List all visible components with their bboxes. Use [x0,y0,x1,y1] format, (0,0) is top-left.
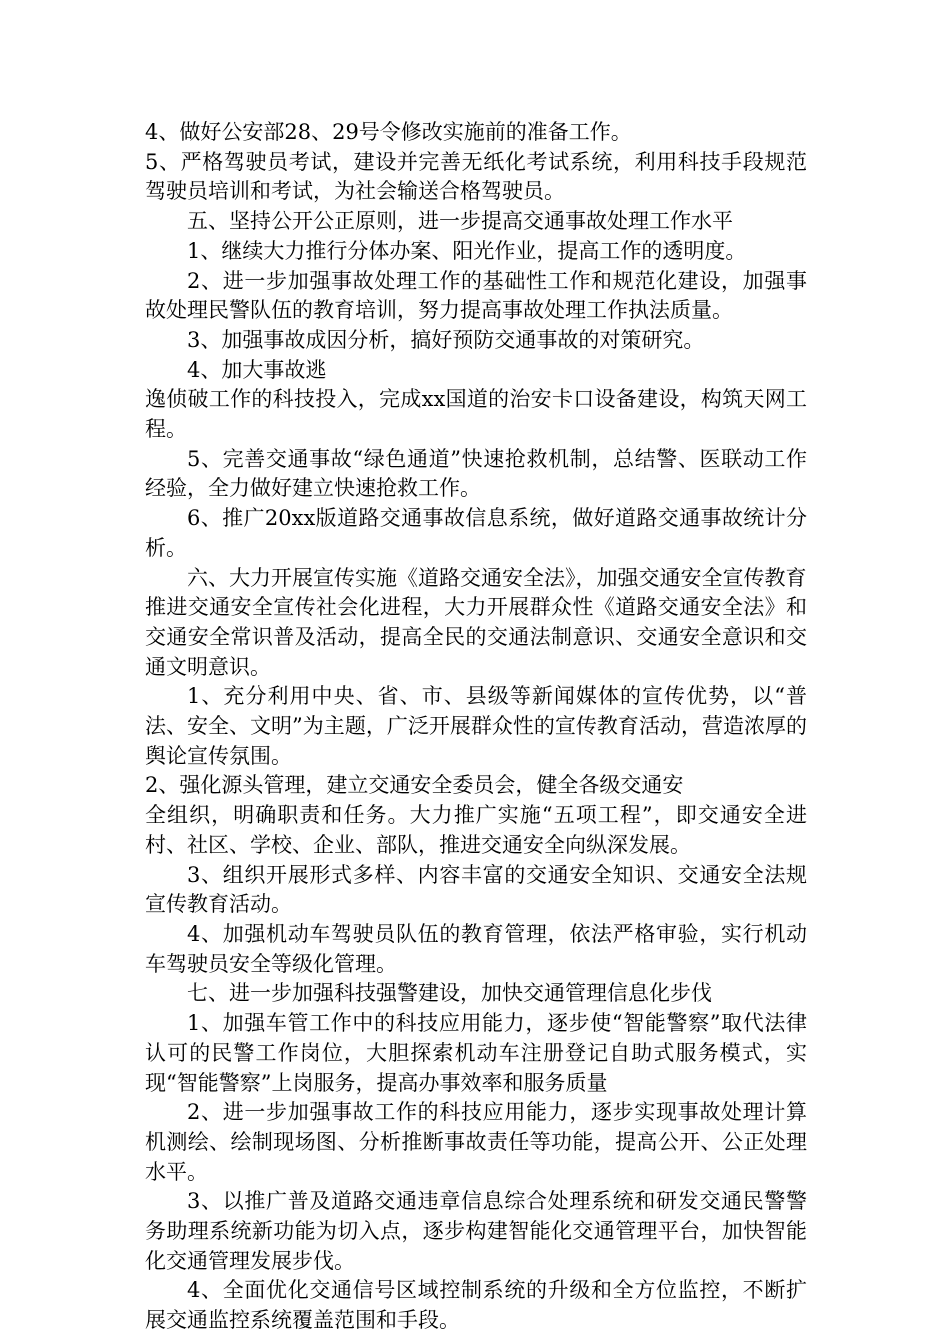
paragraph-22: 4、全面优化交通信号区域控制系统的升级和全方位监控，不断扩展交通监控系统覆盖范围和手段。 [145,1278,807,1333]
paragraph-13: 1、充分利用中央、省、市、县级等新闻媒体的宣传优势，以“普法、安全、文明”为主题，广泛开展群众性的宣传教育活动，营造浓厚的舆论宣传氛围。 [145,684,807,768]
section-heading-7: 七、进一步加强科技强警建设，加快交通管理信息化步伐 [187,981,712,1006]
paragraph-4: 1、继续大力推行分体办案、阳光作业，提高工作的透明度。 [187,238,747,263]
paragraph-17: 4、加强机动车驾驶员队伍的教育管理，依法严格审验，实行机动车驾驶员安全等级化管理。 [145,921,807,976]
paragraph-9: 5、完善交通事故“绿色通道”快速抢救机制，总结警、医联动工作经验，全力做好建立快速抢救工作。 [145,446,807,501]
section-heading-6: 六、大力开展宣传实施《道路交通安全法》，加强交通安全宣传教育 [187,565,807,590]
paragraph-10: 6、推广20xx版道路交通事故信息系统，做好道路交通事故统计分析。 [145,506,807,560]
paragraph-1: 4、做好公安部28、29号令修改实施前的准备工作。 [145,120,632,144]
paragraph-8: 逸侦破工作的科技投入，完成xx国道的治安卡口设备建设，构筑天网工程。 [145,387,807,442]
paragraph-19: 1、加强车管工作中的科技应用能力，逐步使“智能警察”取代法律认可的民警工作岗位，大胆探索机动车注册登记自助式服务模式，实现“智能警察”上岗服务，提高办事效率和服务质量 [145,1011,807,1095]
paragraph-16: 3、组织开展形式多样、内容丰富的交通安全知识、交通安全法规宣传教育活动。 [145,862,807,917]
paragraph-14: 2、强化源头管理，建立交通安全委员会，健全各级交通安 [145,773,684,798]
document-body [145,118,807,1336]
paragraph-21: 3、以推广普及道路交通违章信息综合处理系统和研发交通民警警务助理系统新功能为切入点，逐步构建智能化交通管理平台，加快智能化交通管理发展步伐。 [145,1189,807,1273]
paragraph-15: 全组织，明确职责和任务。大力推广实施“五项工程”，即交通安全进村、社区、学校、企业、部队，推进交通安全向纵深发展。 [145,803,807,857]
section-heading-5: 五、坚持公开公正原则，进一步提高交通事故处理工作水平 [187,209,733,234]
paragraph-5: 2、进一步加强事故处理工作的基础性工作和规范化建设，加强事故处理民警队伍的教育培训，努力提高事故处理工作执法质量。 [145,268,807,323]
paragraph-7: 4、加大事故逃 [187,357,327,382]
paragraph-12: 推进交通安全宣传社会化进程，大力开展群众性《道路交通安全法》和交通安全常识普及活动，提高全民的交通法制意识、交通安全意识和交通文明意识。 [145,595,807,679]
paragraph-6: 3、加强事故成因分析，搞好预防交通事故的对策研究。 [187,327,705,352]
paragraph-2: 5、严格驾驶员考试，建设并完善无纸化考试系统，利用科技手段规范驾驶员培训和考试，为社会输送合格驾驶员。 [145,149,807,204]
paragraph-20: 2、进一步加强事故工作的科技应用能力，逐步实现事故处理计算机测绘、绘制现场图、分析推断事故责任等功能，提高公开、公正处理水平。 [145,1100,807,1184]
